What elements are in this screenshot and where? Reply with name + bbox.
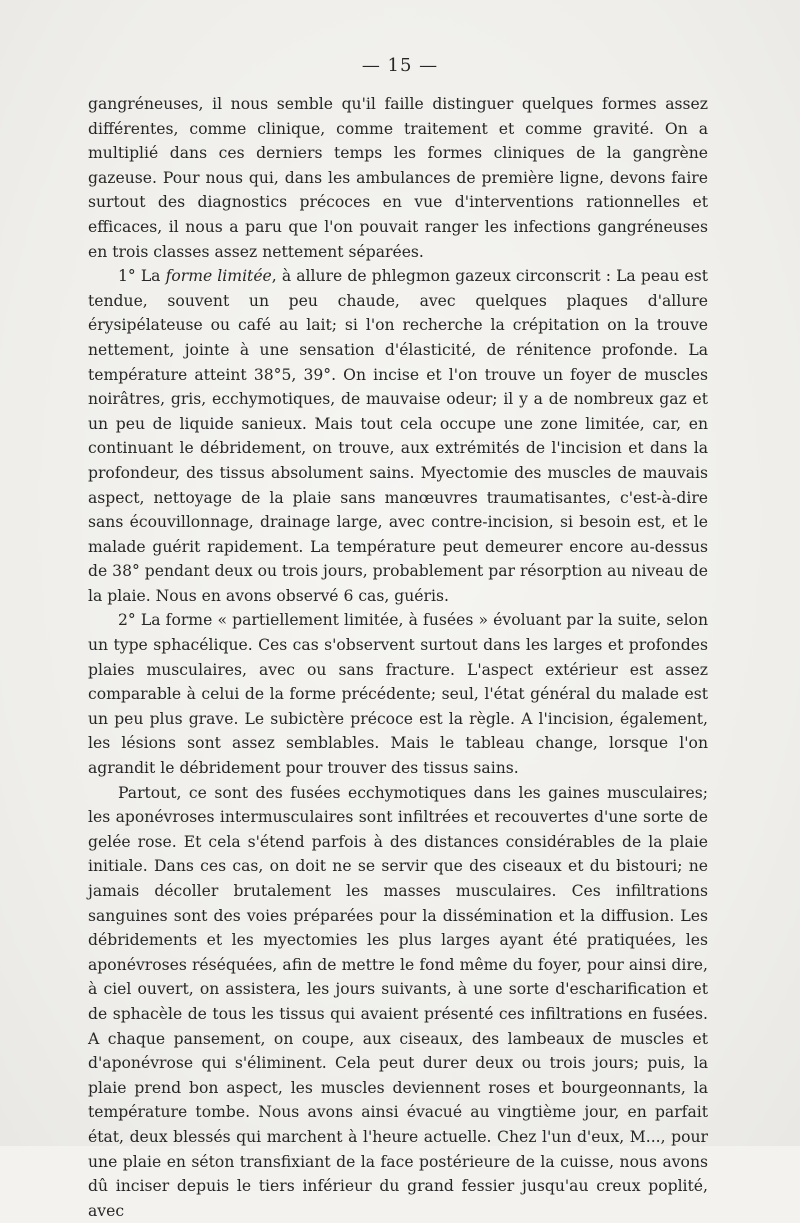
body-text xyxy=(88,92,708,1223)
paragraph-prefix: 1° La xyxy=(118,267,166,286)
paragraph-forme-partielle: 2° La forme « partiellement limitée, à fusées » évoluant par la suite, selon un type sphacélique. Ces cas s'observent surtout dans les larges et profondes plaies musculaires, avec ou sans fracture. L'aspect extérieur est assez comparable à celui de la forme précédente; seul, l'état général du malade est un peu plus grave. Le subictère précoce est la règle. A l'incision, également, les lésions sont assez semblables. Mais le tableau change, lorsque l'on agrandit le débridement pour trouver des tissus sains. xyxy=(88,611,708,778)
paragraph-partout: Partout, ce sont des fusées ecchymotiques dans les gaines musculaires; les aponévroses intermusculaires sont infiltrées et recouvertes d'une sorte de gelée rose. Et cela s'étend parfois à des distances considérables de la plaie initiale. Dans ces cas, on doit ne se servir que des ciseaux et du bistouri; ne jamais décoller brutalement les masses musculaires. Ces infiltrations sanguines sont des voies préparées pour la dissémination et la diffusion. Les débridements et les myectomies les plus larges ayant été pratiquées, les aponévroses réséquées, afin de mettre le fond même du foyer, pour ainsi dire, à ciel ouvert, on assistera, les jours suivants, à une sorte d'escharification et de sphacèle de tous les tissus qui avaient présenté ces infiltrations en fusées. A chaque pansement, on coupe, aux ciseaux, des lambeaux de muscles et d'aponévrose qui s'éliminent. Cela peut durer deux ou trois jours; puis, la plaie prend bon aspect, les muscles deviennent roses et bourgeonnants, la température tombe. Nous avons ainsi évacué au vingtième jour, en parfait état, deux blessés qui marchent à l'heure actuelle. Chez l'un d'eux, M..., pour une plaie en séton transfixiant de la face postérieure de la cuisse, nous avons dû inciser depuis le tiers inférieur du grand fessier jusqu'au creux poplité, avec xyxy=(88,783,708,1220)
page-number: — 15 — xyxy=(361,55,439,76)
paragraph-intro: gangréneuses, il nous semble qu'il faille distinguer quelques formes assez différentes, comme clinique, comme traitement et comme gravité. On a multiplié dans ces derniers temps les formes cliniques de la gangrène gazeuse. Pour nous qui, dans les ambulances de première ligne, devons faire surtout des diagnostics précoces en vue d'interventions rationnelles et efficaces, il nous a paru que l'on pouvait ranger les infections gangréneuses en trois classes assez nettement séparées. xyxy=(88,95,708,261)
emphasis-forme-limitee: forme limitée xyxy=(165,267,272,286)
paragraph-forme-limitee xyxy=(88,264,708,608)
paragraph-text: , à allure de phlegmon gazeux circonscrit : La peau est tendue, souvent un peu chaude, avec quelques plaques d'allure érysipélateuse ou café au lait; si l'on recherche la crépitation on la trouve nettement, jointe à une sensation d'élasticité, de rénitence profonde. La température atteint 38°5, 39°. On incise et l'on trouve un foyer de muscles noirâtres, gris, ecchymotiques, de mauvaise odeur; il y a de nombreux gaz et un peu de liquide sanieux. Mais tout cela occupe une zone limitée, car, en continuant le débridement, on trouve, aux extrémités de l'incision et dans la profondeur, des tissus absolument sains. Myectomie des muscles de mauvais aspect, nettoyage de la plaie sans manœuvres traumatisantes, c'est-à-dire sans écouvillonnage, drainage large, avec contre-incision, si besoin est, et le malade guérit rapidement. La température peut demeurer encore au-dessus de 38° pendant deux ou trois jours, probablement par résorption au niveau de la plaie. Nous en avons observé 6 cas, guéris. xyxy=(88,267,708,605)
